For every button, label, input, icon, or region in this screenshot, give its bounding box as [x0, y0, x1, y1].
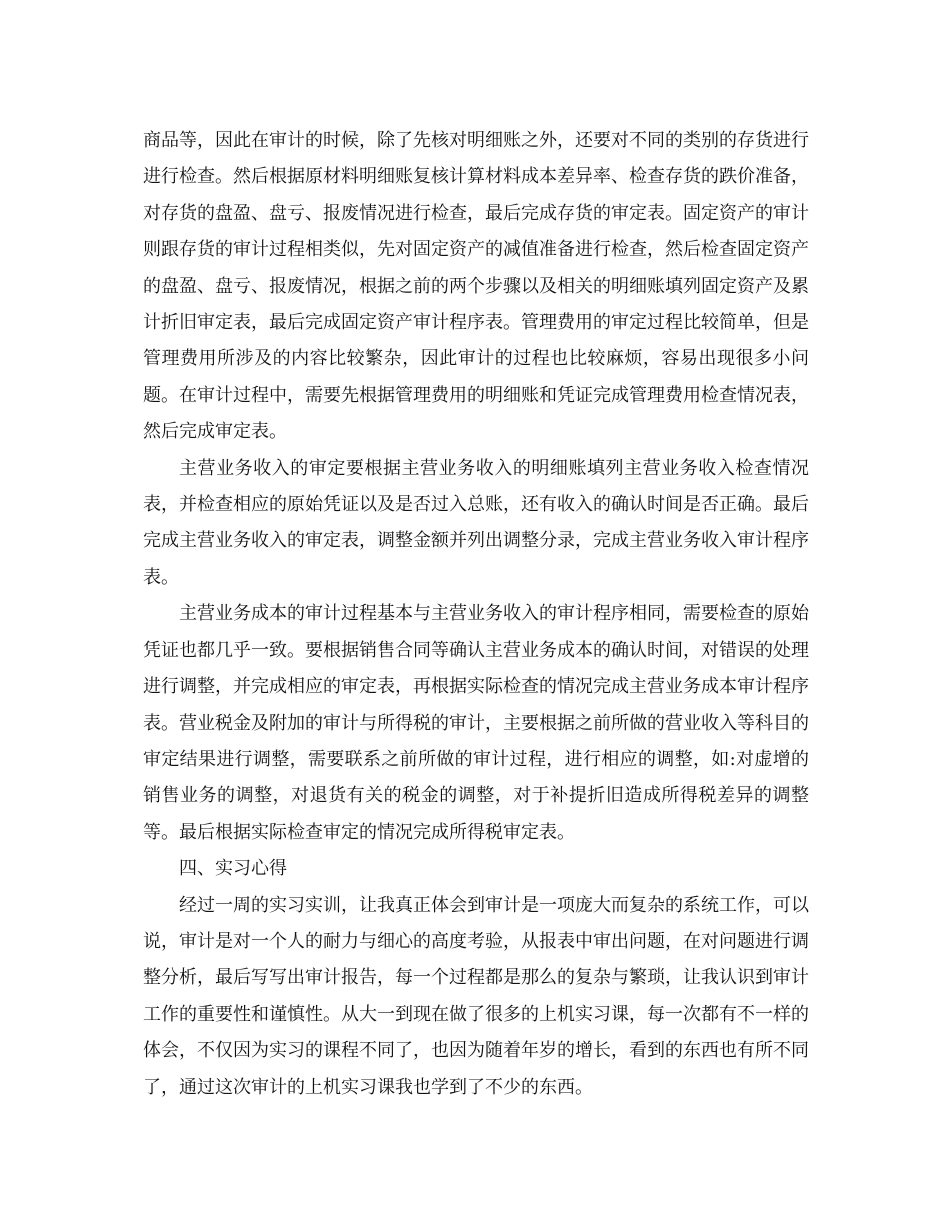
paragraph-cost-tax-audit: 主营业务成本的审计过程基本与主营业务收入的审计程序相同，需要检查的原始凭证也都几乎一致。要根据销售合同等确认主营业务成本的确认时间，对错误的处理进行调整，并完成相应的审定表，再根据实际检查的情况完成主营业务成本审计程序表。营业税金及附加的审计与所得税的审计，主要根据之前所做的营业收入等科目的审定结果进行调整，需要联系之前所做的审计过程，进行相应的调整，如:对虚增的销售业务的调整，对退货有关的税金的调整，对于补提折旧造成所得税差异的调整等。最后根据实际检查审定的情况完成所得税审定表。 — [143, 603, 809, 843]
document-body — [143, 123, 809, 1106]
paragraph-reflections: 经过一周的实习实训，让我真正体会到审计是一项庞大而复杂的系统工作，可以说，审计是对一个人的耐力与细心的高度考验，从报表中审出问题，在对问题进行调整分析，最后写写出审计报告，每一个过程都是那么的复杂与繁琐，让我认识到审计工作的重要性和谨慎性。从大一到现在做了很多的上机实习课，每一次都有不一样的体会，不仅因为实习的课程不同了，也因为随着年岁的增长，看到的东西也有所不同了，通过这次审计的上机实习课我也学到了不少的东西。 — [143, 894, 809, 1098]
paragraph-revenue-audit: 主营业务收入的审定要根据主营业务收入的明细账填列主营业务收入检查情况表，并检查相应的原始凭证以及是否过入总账，还有收入的确认时间是否正确。最后完成主营业务收入的审定表，调整金额并列出调整分录，完成主营业务收入审计程序表。 — [143, 457, 809, 588]
paragraph-continued-audit-inventory: 商品等，因此在审计的时候，除了先核对明细账之外，还要对不同的类别的存货进行进行检查。然后根据原材料明细账复核计算材料成本差异率、检查存货的跌价准备，对存货的盘盈、盘亏、报废情况进行检查，最后完成存货的审定表。固定资产的审计则跟存货的审计过程相类似，先对固定资产的减值准备进行检查，然后检查固定资产的盘盈、盘亏、报废情况，根据之前的两个步骤以及相关的明细账填列固定资产及累计折旧审定表，最后完成固定资产审计程序表。管理费用的审定过程比较简单，但是管理费用所涉及的内容比较繁杂，因此审计的过程也比较麻烦，容易出现很多小问题。在审计过程中，需要先根据管理费用的明细账和凭证完成管理费用检查情况表，然后完成审定表。 — [143, 130, 809, 443]
section-heading-internship-reflections: 四、实习心得 — [179, 858, 287, 880]
